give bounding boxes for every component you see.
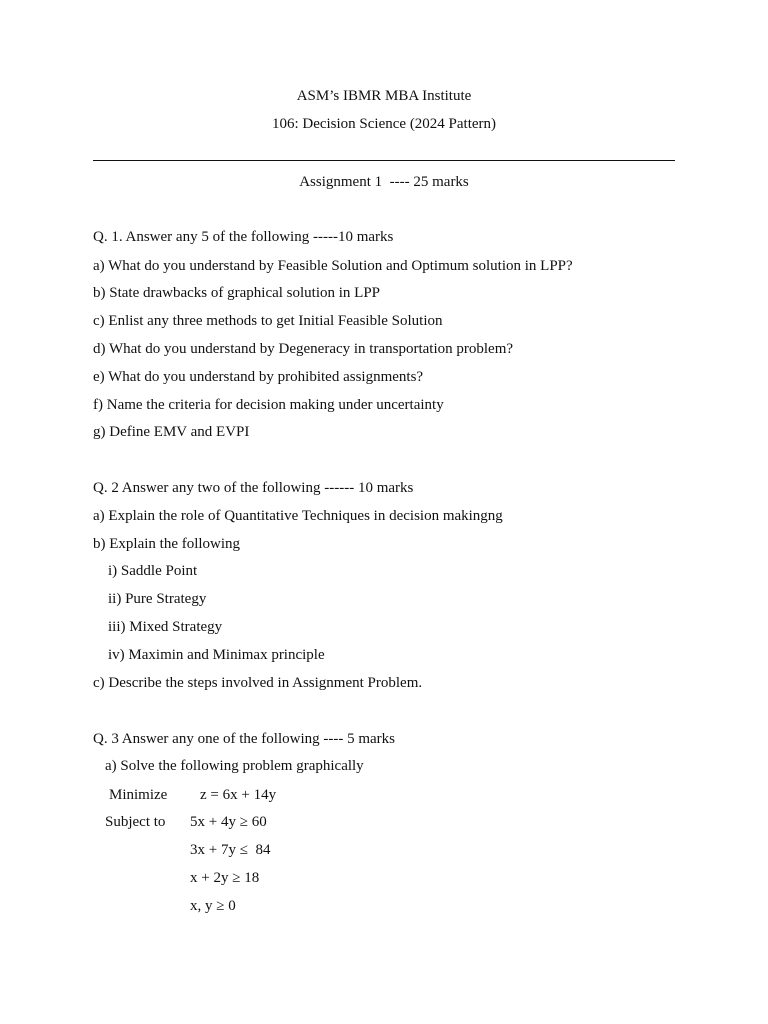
q1-item-f: f) Name the criteria for decision making under uncertainty: [93, 397, 444, 413]
q1-item-b: b) State drawbacks of graphical solution in LPP: [93, 285, 381, 301]
q1-item-d: d) What do you understand by Degeneracy in transportation problem?: [93, 341, 514, 357]
q1-item-g: g) Define EMV and EVPI: [93, 424, 250, 440]
constraints-label: Subject to: [105, 814, 166, 830]
q1-heading: Q. 1. Answer any 5 of the following -----10 marks: [93, 229, 394, 245]
non-negativity-constraint: x, y ≥ 0: [190, 898, 236, 914]
q2-sub-item-ii: ii) Pure Strategy: [108, 591, 207, 607]
q1-item-a: a) What do you understand by Feasible Solution and Optimum solution in LPP?: [93, 258, 573, 274]
header-divider: [93, 160, 675, 161]
constraint-3: x + 2y ≥ 18: [190, 870, 260, 886]
q2-item-c: c) Describe the steps involved in Assignment Problem.: [93, 675, 423, 691]
q2-sub-item-i: i) Saddle Point: [108, 563, 198, 579]
constraint-1: 5x + 4y ≥ 60: [190, 814, 267, 830]
q3-heading: Q. 3 Answer any one of the following ---- 5 marks: [93, 731, 396, 747]
constraint-2: 3x + 7y ≤ 84: [190, 842, 271, 858]
institute-title: ASM’s IBMR MBA Institute: [296, 88, 472, 104]
q3-item-a: a) Solve the following problem graphically: [105, 758, 364, 774]
objective-label: Minimize: [109, 787, 168, 803]
q2-item-b: b) Explain the following: [93, 536, 241, 552]
q2-sub-item-iii: iii) Mixed Strategy: [108, 619, 223, 635]
q2-item-a: a) Explain the role of Quantitative Techniques in decision makingng: [93, 508, 503, 524]
q2-heading: Q. 2 Answer any two of the following ------ 10 marks: [93, 480, 414, 496]
course-title: 106: Decision Science (2024 Pattern): [271, 116, 497, 132]
q1-item-e: e) What do you understand by prohibited assignments?: [93, 369, 424, 385]
q1-item-c: c) Enlist any three methods to get Initial Feasible Solution: [93, 313, 443, 329]
objective-function: z = 6x + 14y: [200, 787, 277, 803]
assignment-title: Assignment 1 ---- 25 marks: [299, 174, 469, 190]
q2-sub-item-iv: iv) Maximin and Minimax principle: [108, 647, 325, 663]
